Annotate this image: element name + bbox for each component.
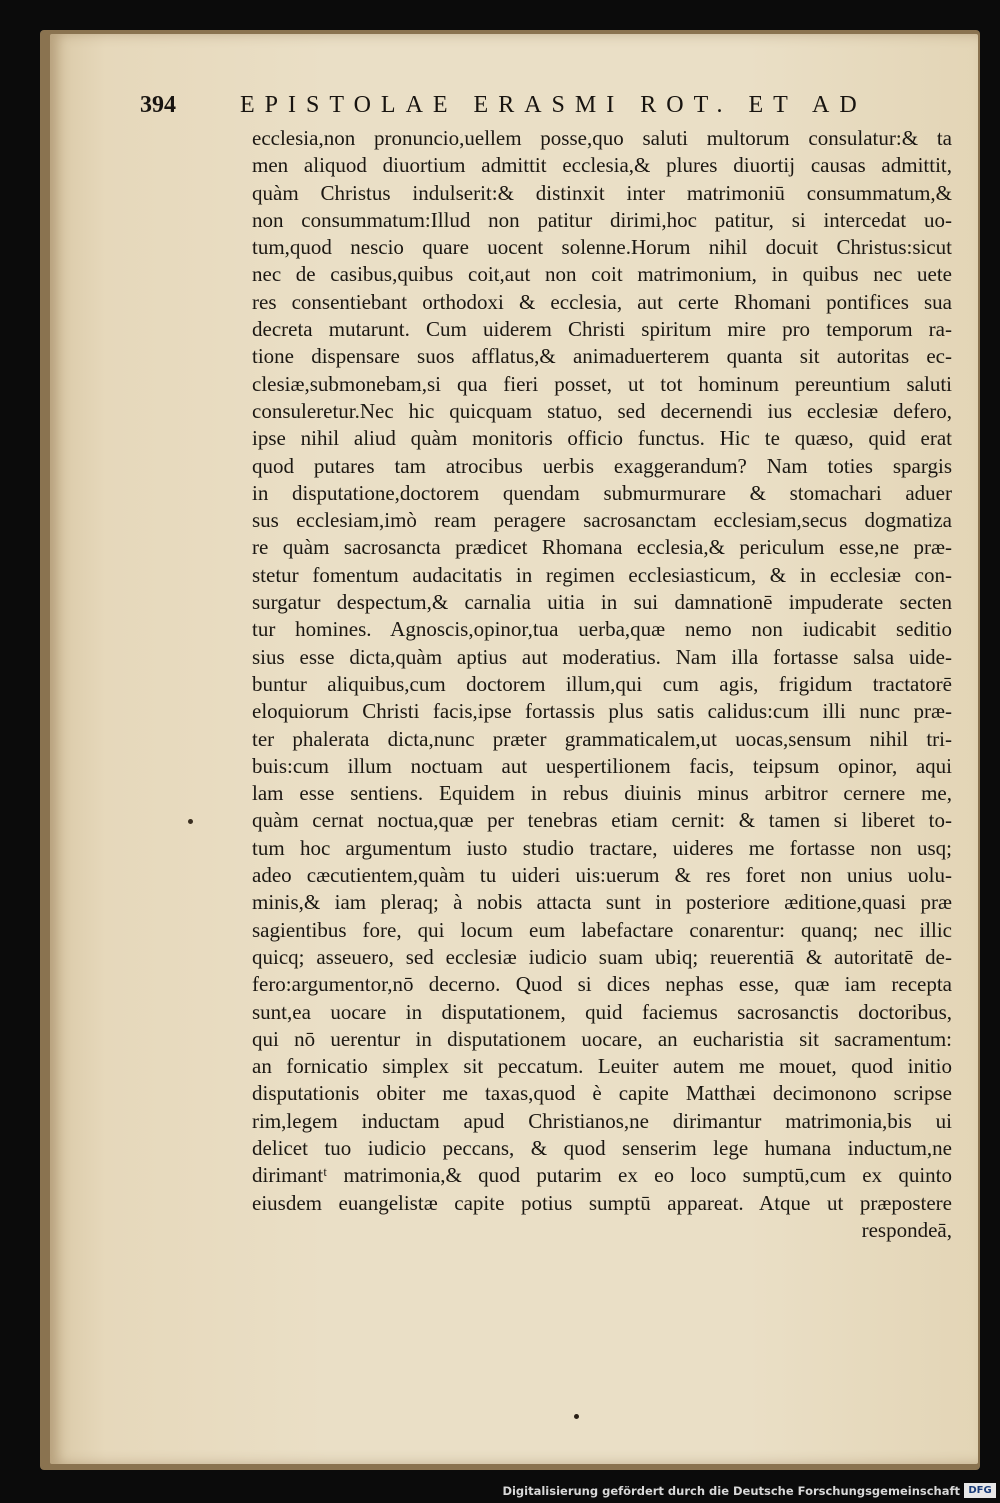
text-line: adeo cæcutientem,quàm tu uideri uis:uerum & res foret non unius uolu-: [252, 863, 952, 888]
text-line: res consentiebant orthodoxi & ecclesia, aut certe Rhomani pontifices sua: [252, 289, 952, 314]
text-line: ipse nihil aliud quàm monitoris officio functus. Hic te quæso, quid erat: [252, 426, 952, 451]
folio-number: 394: [140, 92, 176, 118]
signature-mark: [574, 1414, 579, 1419]
text-line: rim,legem inductam apud Christianos,ne dirimantur matrimonia,bis ui: [252, 1108, 952, 1133]
text-line: quàm Christus indulserit:& distinxit inter matrimoniū consummatum,&: [252, 180, 952, 205]
text-line: quàm cernat noctua,quæ per tenebras etiam cernit: & tamen si liberet to-: [252, 808, 952, 833]
text-line: sus ecclesiam,imò ream peragere sacrosanctam ecclesiam,secus dogmatiza: [252, 508, 952, 533]
text-line: ecclesia,non pronuncio,uellem posse,quo saluti multorum consulatur:& ta: [252, 126, 952, 150]
text-line: in disputatione,doctorem quendam submurmurare & stomachari aduer: [252, 480, 952, 505]
dfg-logo-icon: DFG: [964, 1483, 996, 1498]
text-line: lam esse sentiens. Equidem in rebus diuinis minus arbitror cernere me,: [252, 781, 952, 806]
text-line: stetur fomentum audacitatis in regimen ecclesiasticum, & in ecclesiæ con-: [252, 562, 952, 587]
text-line: quod putares tam atrocibus uerbis exaggerandum? Nam toties spargis: [252, 453, 952, 478]
body-text: [252, 125, 952, 1244]
text-line: dirimantᵗ matrimonia,& quod putarim ex eo loco sumptū,cum ex quinto: [252, 1163, 952, 1188]
text-line: eloquiorum Christi facis,ipse fortassis plus satis calidus:cum illi nunc præ-: [252, 699, 952, 724]
text-line: clesiæ,submonebam,si qua fieri posset, ut tot hominum pereuntium saluti: [252, 371, 952, 396]
text-line: an fornicatio simplex sit peccatum. Leuiter autem me mouet, quod initio: [252, 1054, 952, 1079]
text-line: buis:cum illum noctuam aut uespertilionem facis, teipsum opinor, aqui: [252, 753, 952, 778]
text-line: sunt,ea uocare in disputationem, quid faciemus sacrosanctis doctoribus,: [252, 999, 952, 1024]
running-title: EPISTOLAE ERASMI ROT. ET AD: [240, 92, 867, 118]
text-line: sius esse dicta,quàm aptius aut moderatius. Nam illa fortasse salsa uide-: [252, 644, 952, 669]
page-header: [140, 92, 955, 122]
text-line: consuleretur.Nec hic quicquam statuo, sed decernendi ius ecclesiæ defero,: [252, 398, 952, 423]
text-line: decreta mutarunt. Cum uiderem Christi spiritum mire pro temporum ra-: [252, 317, 952, 342]
text-line: re quàm sacrosancta prædicet Rhomana ecclesia,& periculum esse,ne præ-: [252, 535, 952, 560]
text-line: minis,& iam pleraq; à nobis attacta sunt in posteriore æditione,quasi præ: [252, 890, 952, 915]
text-line: sagientibus fore, qui locum eum labefactare conarentur: quanq; nec illic: [252, 917, 952, 942]
text-line: non consummatum:Illud non patitur dirimi,hoc patitur, si intercedat uo-: [252, 207, 952, 232]
text-line: tur homines. Agnoscis,opinor,tua uerba,quæ nemo non iudicabit seditio: [252, 617, 952, 642]
catchword: respondeā,: [861, 1217, 952, 1242]
text-line: men aliquod diuortium admittit ecclesia,& plures diuortij causas admittit,: [252, 153, 952, 178]
text-line: tum,quod nescio quare uocent solenne.Horum nihil docuit Christus:sicut: [252, 235, 952, 260]
text-line: tione dispensare suos afflatus,& animaduerterem quanta sit autoritas ec-: [252, 344, 952, 369]
text-line: fero:argumentor,nō decerno. Quod si dices nephas esse, quæ iam recepta: [252, 972, 952, 997]
text-line: surgatur despectum,& carnalia uitia in sui damnationē impuderate secten: [252, 590, 952, 615]
text-line: tum hoc argumentum iusto studio tractare, uideres me fortasse non usq;: [252, 835, 952, 860]
text-line: eiusdem euangelistæ capite potius sumptū appareat. Atque ut præpostere: [252, 1190, 952, 1215]
text-line: quicq; asseuero, sed ecclesiæ iudicio suam ubiq; reuerentiā & autoritatē de-: [252, 944, 952, 969]
text-line: nec de casibus,quibus coit,aut non coit matrimonium, in quibus nec uete: [252, 262, 952, 287]
text-line: disputationis obiter me taxas,quod è capite Matthæi decimonono scripse: [252, 1081, 952, 1106]
funding-credit: Digitalisierung gefördert durch die Deutsche Forschungsgemeinschaft: [502, 1484, 960, 1498]
ink-speck: [188, 819, 193, 824]
text-line: qui nō uerentur in disputationem uocare, an eucharistia sit sacramentum:: [252, 1026, 952, 1051]
text-line: buntur aliquibus,cum doctorem illum,qui cum agis, frigidum tractatorē: [252, 671, 952, 696]
text-line: delicet tuo iudicio peccans, & quod senserim lege humana inductum,ne: [252, 1135, 952, 1160]
text-line: ter phalerata dicta,nunc præter grammaticalem,ut uocas,sensum nihil tri-: [252, 726, 952, 751]
footer-bar: [0, 1480, 1000, 1503]
